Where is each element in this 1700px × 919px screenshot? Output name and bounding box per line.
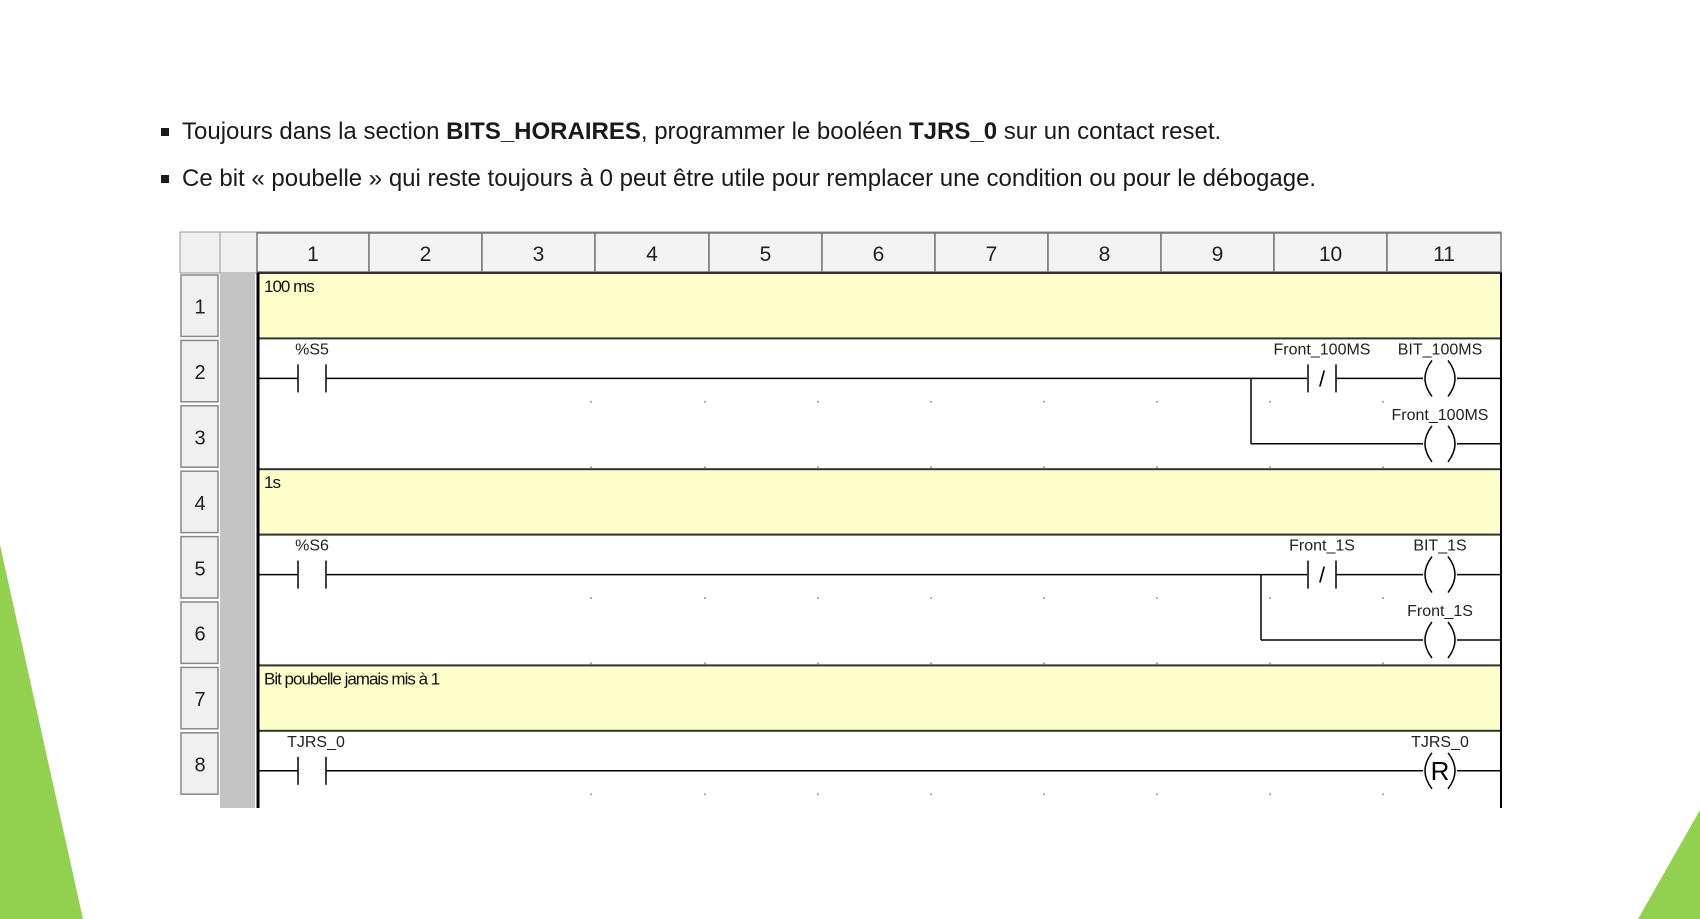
column-header-label: 9 bbox=[1211, 243, 1224, 266]
grid-dot bbox=[1382, 597, 1384, 599]
bullet-text: Ce bit « poubelle » qui reste toujours à 0 peut être utile pour remplacer une condition ou pour le débogage. bbox=[182, 165, 1317, 192]
row-header-label: 3 bbox=[194, 427, 206, 450]
row-header-label: 5 bbox=[194, 558, 206, 581]
coil-right-arc bbox=[1448, 557, 1455, 593]
contact-label: Front_100MS bbox=[1273, 341, 1371, 359]
grid-dot bbox=[1156, 662, 1158, 664]
bullet-bold: BITS_HORAIRES bbox=[446, 118, 641, 145]
contact-label: %S6 bbox=[295, 537, 329, 555]
row-header-label: 7 bbox=[194, 689, 206, 712]
grid-dot bbox=[1269, 401, 1271, 403]
grid-dot bbox=[930, 401, 932, 403]
comment-row bbox=[258, 665, 1501, 730]
coil-symbol: R bbox=[1430, 755, 1450, 786]
grid-dot bbox=[590, 793, 592, 795]
coil-right-arc bbox=[1448, 360, 1455, 396]
column-header-label: 5 bbox=[759, 243, 772, 266]
grid-dot bbox=[1156, 793, 1158, 795]
grid-dot bbox=[1043, 597, 1045, 599]
row-header-label: 1 bbox=[194, 296, 206, 319]
contact-label: Front_1S bbox=[1289, 537, 1355, 555]
coil-label: Front_1S bbox=[1407, 603, 1473, 620]
coil-right-arc bbox=[1448, 622, 1455, 658]
grid-dot bbox=[1269, 466, 1271, 468]
grid-dot bbox=[817, 597, 819, 599]
coil-label: Front_100MS bbox=[1391, 406, 1489, 424]
grid-dot bbox=[590, 401, 592, 403]
grid-dot bbox=[817, 466, 819, 468]
contact-label: %S5 bbox=[295, 341, 329, 359]
grid-dot bbox=[1156, 597, 1158, 599]
header-corner-cell bbox=[220, 232, 258, 273]
bullet-text: Toujours dans la section bbox=[182, 118, 447, 145]
grid-dot bbox=[704, 466, 706, 468]
coil-label: BIT_100MS bbox=[1397, 341, 1483, 359]
grid-dot bbox=[817, 662, 819, 664]
comment-row bbox=[258, 273, 1501, 338]
coil-right-arc bbox=[1448, 426, 1455, 462]
grid-dot bbox=[704, 401, 706, 403]
column-header-label: 1 bbox=[307, 243, 319, 266]
coil-left-arc bbox=[1425, 360, 1432, 396]
grid-dot bbox=[590, 466, 592, 468]
gray-band bbox=[220, 273, 255, 808]
grid-dot bbox=[1382, 466, 1384, 468]
bullet-text: , programmer le booléen bbox=[640, 118, 909, 145]
coil-left-arc bbox=[1425, 557, 1432, 593]
comment-row bbox=[258, 469, 1501, 534]
column-header-label: 2 bbox=[419, 243, 432, 266]
grid-dot bbox=[1269, 662, 1271, 664]
grid-dot bbox=[1269, 597, 1271, 599]
grid-dot bbox=[1043, 466, 1045, 468]
column-header-label: 3 bbox=[532, 243, 545, 266]
row-header-label: 8 bbox=[194, 754, 206, 777]
grid-dot bbox=[1382, 662, 1384, 664]
header-corner-cell bbox=[180, 232, 220, 273]
coil-left-arc bbox=[1425, 622, 1432, 658]
grid-dot bbox=[704, 597, 706, 599]
grid-dot bbox=[930, 466, 932, 468]
column-header-label: 10 bbox=[1318, 243, 1343, 266]
grid-dot bbox=[1156, 466, 1158, 468]
grid-dot bbox=[1156, 401, 1158, 403]
bullet-bold: TJRS_0 bbox=[909, 118, 998, 145]
grid-dot bbox=[930, 597, 932, 599]
grid-dot bbox=[590, 662, 592, 664]
comment-text: 100 ms bbox=[264, 277, 314, 296]
comment-text: 1s bbox=[264, 473, 280, 493]
grid-dot bbox=[930, 793, 932, 795]
grid-dot bbox=[1269, 793, 1271, 795]
row-header-label: 4 bbox=[194, 492, 206, 515]
grid-dot bbox=[1043, 793, 1045, 795]
contact-label: TJRS_0 bbox=[287, 733, 345, 751]
grid-dot bbox=[1043, 401, 1045, 403]
comment-text: Bit poubelle jamais mis à 1 bbox=[264, 669, 440, 689]
bullet-text: sur un contact reset. bbox=[997, 118, 1222, 145]
negated-contact-slash: / bbox=[1318, 366, 1326, 392]
column-header-label: 7 bbox=[985, 243, 998, 266]
column-header-label: 4 bbox=[646, 243, 658, 266]
grid-dot bbox=[817, 401, 819, 403]
coil-left-arc bbox=[1425, 426, 1432, 462]
grid-dot bbox=[1382, 793, 1384, 795]
negated-contact-slash: / bbox=[1318, 562, 1326, 588]
grid-dot bbox=[817, 793, 819, 795]
grid-dot bbox=[704, 793, 706, 795]
row-header-label: 2 bbox=[194, 362, 206, 385]
grid-dot bbox=[704, 662, 706, 664]
grid-dot bbox=[930, 662, 932, 664]
grid-dot bbox=[1043, 662, 1045, 664]
column-header-label: 11 bbox=[1433, 243, 1455, 266]
coil-label: TJRS_0 bbox=[1411, 733, 1469, 751]
row-header-label: 6 bbox=[194, 623, 206, 646]
grid-dot bbox=[1382, 401, 1384, 403]
column-header-label: 8 bbox=[1098, 243, 1111, 266]
coil-label: BIT_1S bbox=[1413, 537, 1467, 555]
grid-dot bbox=[590, 597, 592, 599]
column-header-label: 6 bbox=[872, 243, 885, 266]
